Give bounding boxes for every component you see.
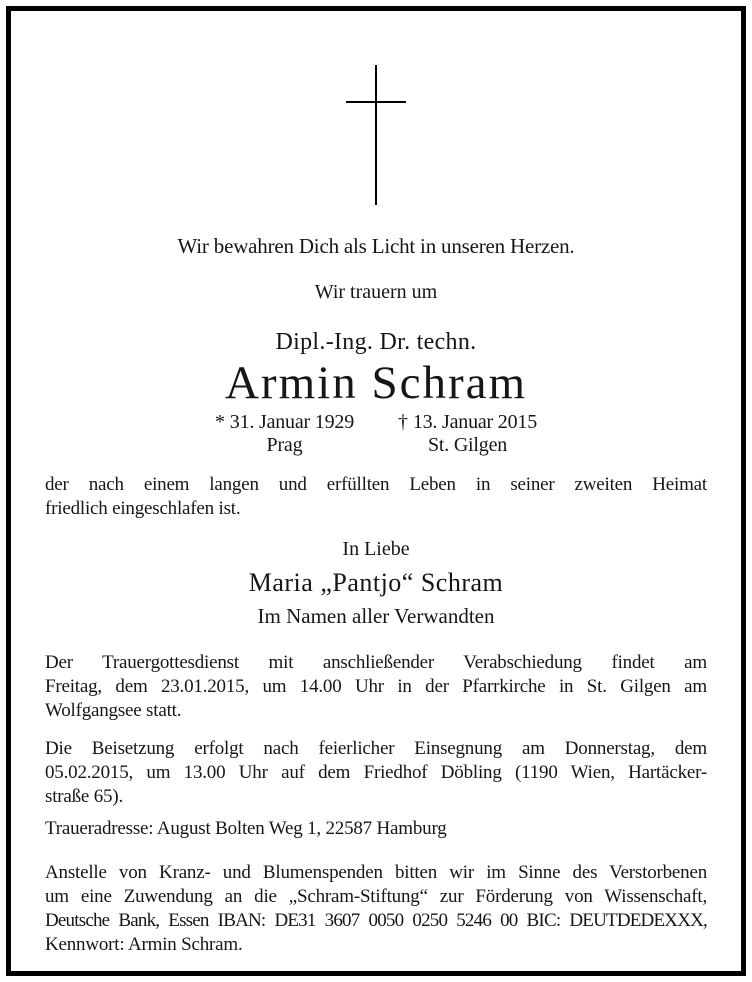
life-dates [45, 411, 707, 457]
family-member-name: Maria „Pantjo“ Schram [248, 568, 504, 597]
mourning-intro: Wir trauern um [314, 281, 438, 303]
mourning-frame-border [6, 6, 746, 976]
death-cross-symbol: † [398, 411, 408, 433]
birth-place: Prag [266, 434, 303, 456]
death-date: 13. Januar 2015 [412, 411, 538, 433]
cross-vertical-bar [375, 65, 377, 205]
in-love-line: In Liebe [342, 538, 410, 560]
paragraph-line-iban: Deutsche Bank, Essen IBAN: DE31 3607 0050 0250 5246 00 BIC: DEUTDEDEXXX, [45, 910, 707, 931]
academic-titles: Dipl.-Ing. Dr. techn. [275, 329, 477, 355]
birth-star-symbol: * [214, 411, 225, 433]
paragraph-line: der nach einem langen und erfüllten Leben in seiner zweiten Heimat [45, 474, 707, 495]
death-place: St. Gilgen [427, 434, 508, 456]
paragraph-line: Kennwort: Armin Schram. [45, 934, 243, 955]
death-info [398, 411, 537, 457]
paragraph-line: straße 65). [45, 786, 123, 807]
burial-paragraph [45, 737, 707, 809]
service-paragraph [45, 651, 707, 723]
mourning-address: Traueradresse: August Bolten Weg 1, 22587 Hamburg [45, 818, 447, 839]
birth-date-line [215, 411, 354, 434]
paragraph-line: Freitag, dem 23.01.2015, um 14.00 Uhr in der Pfarrkirche in St. Gilgen am [45, 676, 707, 697]
obituary-content [11, 11, 741, 971]
paragraph-line: 05.02.2015, um 13.00 Uhr auf dem Friedhof Döbling (1190 Wien, Hartäcker- [45, 762, 707, 783]
paragraph-line: Der Trauergottesdienst mit anschließender Verabschiedung findet am [45, 652, 707, 673]
death-date-line [398, 411, 537, 434]
paragraph-line: friedlich eingeschlafen ist. [45, 498, 241, 519]
paragraph-line: Wolfgangsee statt. [45, 700, 182, 721]
deceased-name: Armin Schram [224, 357, 528, 409]
birth-date: 31. Januar 1929 [229, 411, 354, 433]
relatives-line: Im Namen aller Verwandten [257, 604, 495, 628]
death-paragraph [45, 473, 707, 521]
epitaph-text: Wir bewahren Dich als Licht in unseren Herzen. [177, 234, 575, 258]
paragraph-line: Anstelle von Kranz- und Blumenspenden bitten wir im Sinne des Verstorbenen [45, 862, 707, 883]
birth-info [215, 411, 354, 457]
paragraph-line: um eine Zuwendung an die „Schram-Stiftung“ zur Förderung von Wissenschaft, [45, 886, 707, 907]
paragraph-line: Die Beisetzung erfolgt nach feierlicher Einsegnung am Donnerstag, dem [45, 738, 707, 759]
cross-icon [344, 65, 408, 205]
donation-paragraph [45, 861, 707, 957]
cross-horizontal-bar [346, 101, 406, 103]
